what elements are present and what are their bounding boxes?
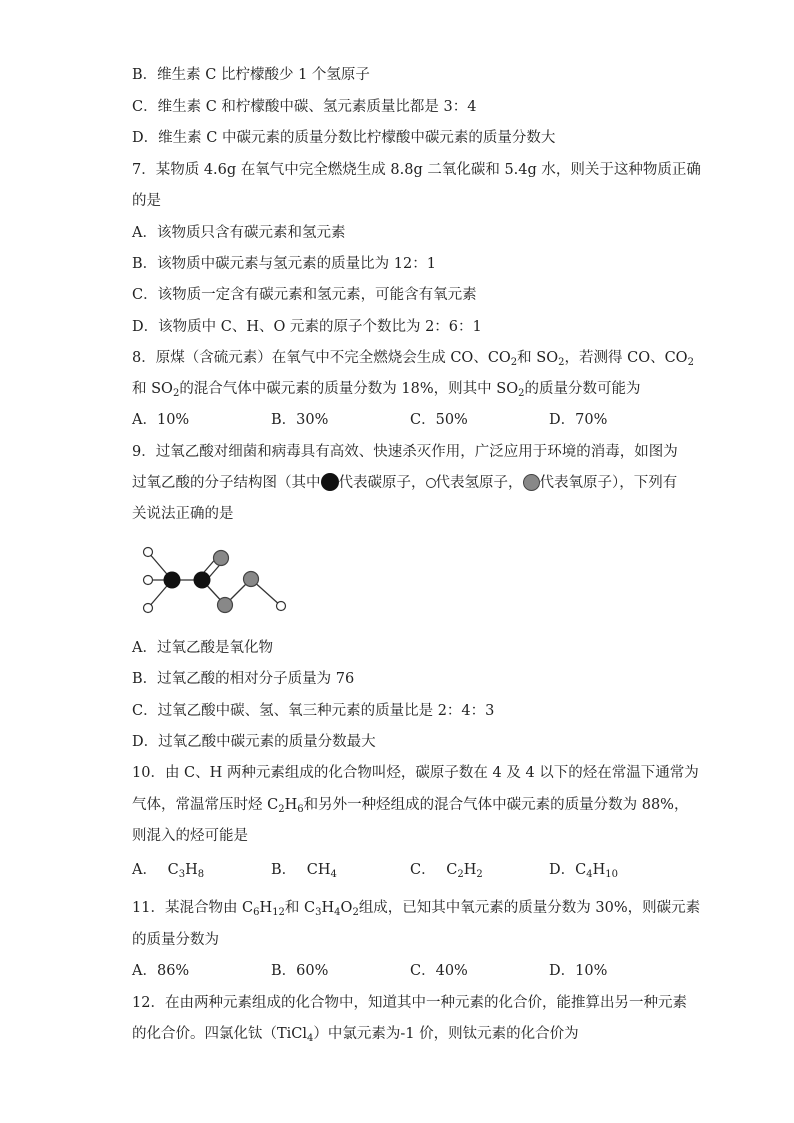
carbon-atom-2 <box>194 572 211 589</box>
q11-stem-line1: 11．某混合物由 $C_6H_{12}$和 $C_3H_4O_2$组成，已知其中氧元素的质量分数为 30%，则碳元素 <box>132 900 701 918</box>
hydrogen-atom-icon <box>426 478 436 488</box>
q10-stem-line2: 气体，常温常压时烃 $C_2H_6$和另外一种烃组成的混合气体中碳元素的质量分数为 88%， <box>132 797 689 815</box>
q11-option-c: C．40% <box>410 963 468 979</box>
q6-option-d: D．维生素 C 中碳元素的质量分数比柠檬酸中碳元素的质量分数大 <box>132 130 556 146</box>
oxygen-atom-3 <box>244 572 259 587</box>
q7-stem-line2: 的是 <box>132 193 161 209</box>
q9-stem-line2: 过氧乙酸的分子结构图（其中 代表碳原子， 代表氢原子， 代表氧原子），下列有 <box>132 475 678 491</box>
q10-option-d: D．$C_4H_{10}$ <box>549 862 618 880</box>
q10-option-c: C． $C_2H_2$ <box>410 862 483 880</box>
hydrogen-atom-3 <box>144 604 153 613</box>
q9-option-b: B．过氧乙酸的相对分子质量为 76 <box>132 671 355 687</box>
q11-option-a: A．86% <box>132 963 190 979</box>
q8-option-a: A．10% <box>132 412 190 428</box>
q8-stem-line2: 和 $SO_2$的混合气体中碳元素的质量分数为 18%，则其中 $SO_2$的质量分数可能为 <box>132 381 641 399</box>
q9-stem-line3: 关说法正确的是 <box>132 506 234 522</box>
carbon-atom-icon <box>321 473 339 491</box>
q8-stem-line1: 8．原煤（含硫元素）在氧气中不完全燃烧会生成 CO、$CO_2$和 $SO_2$，若测得 CO、$CO_2$ <box>132 350 694 368</box>
q10-option-b: B． $CH_4$ <box>271 862 337 880</box>
oxygen-atom-icon <box>523 474 540 491</box>
hydrogen-atom-1 <box>144 548 153 557</box>
q10-stem-line1: 10．由 C、H 两种元素组成的化合物叫烃，碳原子数在 4 及 4 以下的烃在常温下通常为 <box>132 765 699 781</box>
q11-option-d: D．10% <box>549 963 608 979</box>
q7-stem-line1: 7．某物质 4.6g 在氧气中完全燃烧生成 8.8g 二氧化碳和 5.4g 水，则关于这种物质正确 <box>132 162 701 178</box>
q7-option-a: A．该物质只含有碳元素和氢元素 <box>132 225 346 241</box>
q9-option-c: C．过氧乙酸中碳、氢、氧三种元素的质量比是 2：4：3 <box>132 703 495 719</box>
q9-option-d: D．过氧乙酸中碳元素的质量分数最大 <box>132 734 376 750</box>
hydrogen-atom-4 <box>277 602 286 611</box>
q10-option-a: A． $C_3H_8$ <box>132 862 205 880</box>
oxygen-atom-1 <box>214 551 229 566</box>
q6-option-c: C．维生素 C 和柠檬酸中碳、氢元素质量比都是 3：4 <box>132 99 477 115</box>
q7-option-c: C．该物质一定含有碳元素和氢元素，可能含有氧元素 <box>132 287 477 303</box>
q8-option-c: C．50% <box>410 412 468 428</box>
oxygen-atom-2 <box>218 598 233 613</box>
q7-option-b: B．该物质中碳元素与氢元素的质量比为 12：1 <box>132 256 436 272</box>
q7-option-d: D．该物质中 C、H、O 元素的原子个数比为 2：6：1 <box>132 319 482 335</box>
peracetic-acid-structure-diagram <box>138 546 298 616</box>
q9-stem-line1: 9．过氧乙酸对细菌和病毒具有高效、快速杀灭作用，广泛应用于环境的消毒，如图为 <box>132 444 678 460</box>
q9-option-a: A．过氧乙酸是氧化物 <box>132 640 273 656</box>
q11-stem-line2: 的质量分数为 <box>132 932 219 948</box>
q12-stem-line2: 的化合价。四氯化钛（TiCl$_4$）中氯元素为-1 价，则钛元素的化合价为 <box>132 1026 579 1044</box>
q8-option-d: D．70% <box>549 412 608 428</box>
carbon-atom-1 <box>164 572 181 589</box>
q11-option-b: B．60% <box>271 963 329 979</box>
q6-option-b: B．维生素 C 比柠檬酸少 1 个氢原子 <box>132 67 370 83</box>
hydrogen-atom-2 <box>144 576 153 585</box>
q10-stem-line3: 则混入的烃可能是 <box>132 828 248 844</box>
q12-stem-line1: 12．在由两种元素组成的化合物中，知道其中一种元素的化合价，能推算出另一种元素 <box>132 995 687 1011</box>
q8-option-b: B．30% <box>271 412 329 428</box>
